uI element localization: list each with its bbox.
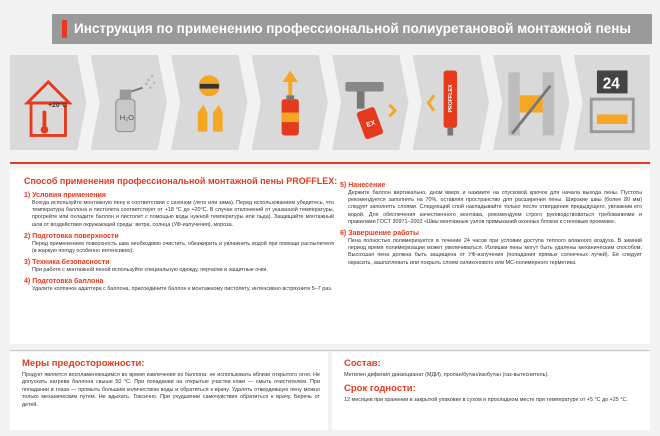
section-text: Пена полностью полимеризуется в течение 24 часов при условии доступа теплого влажного воздуха. В зимний период время полимеризации может увеличиваться. Излишки пены могут быть удалены механическим способом. Высохшая пена должна быть защищена от УФ-излучения (попадания прямых солнечных лучей). Её следует окрасить, зашпатлевать или покрыть слоем силиконового или МС-полимерного герметика.	[348, 238, 642, 266]
section-heading: 3) Техника безопасности	[24, 259, 110, 267]
attach-gun-icon	[332, 55, 409, 150]
shelf-life-text: 12 месяцев при хранении в закрытой упаковке в сухом и прохладном месте при температуре от +5 °С до +25 °С.	[344, 397, 628, 404]
brand-label: PROFFLEX	[447, 84, 454, 113]
section-heading: 5) Нанесение	[340, 182, 386, 189]
cure-time-icon	[574, 55, 651, 150]
section-heading: 4) Подготовка баллона	[24, 278, 104, 286]
section-text: Удалите колпачок адаптера с баллона, присоедините баллон к монтажному пистолету, интенсивно встряхните 5–7 раз.	[32, 286, 333, 293]
section-text: Всегда используйте монтажную пену в соответствии с сезоном (лето или зима). Перед использованием убедитесь, что температура баллона и пистолета соответствует от +18 °С до +20°С. В случае отклонений от указанной температуры, прогрейте или охладите баллон и пистолет с помощью воды нужной температуры или льда). Защищайте монтажный шов от воздействия окружающей среды: ветра, солнца (УФ-излучения), мороза.	[32, 200, 334, 228]
section-text: Держите баллон вертикально, дном вверх и нажмите на спусковой крючок для начала выхода пены. Пустоты рекомендуется заполнять на 70%, оставляя пространство для расширения пены. Широкие швы (более 80 мм) следует заполнять слоями. Следующий слой накладывайте только после отвердения предыдущего, увлажнив его водой. Для обеспечения качественного монтажа, рекомендуем строго руководствоваться требованиями и правилами ГОСТ 30971–2002 «Швы монтажные узлов примыканий оконных блоков к стеновым проемам».	[348, 190, 642, 225]
section-divider	[10, 162, 650, 164]
section-heading: 6) Завершение работы	[340, 230, 419, 238]
section-text: Перед применением поверхность шва необходимо очистить, обезжирить и увлажнить водой при помощи распылителя (в жаркую погоду особенно интенсивно).	[32, 240, 334, 255]
composition-title: Состав:	[344, 358, 381, 369]
protective-gear-icon	[171, 55, 248, 150]
section-heading: 2) Подготовка поверхности	[24, 232, 119, 240]
spray-water-icon	[91, 55, 168, 150]
section-heading: 1) Условия применения	[24, 192, 106, 199]
title-accent-bar	[62, 20, 67, 38]
page-title: Инструкция по применению профессиональной полиуретановой монтажной пены	[74, 21, 631, 36]
house-temperature-icon	[10, 55, 87, 150]
precautions-title: Меры предосторожности:	[22, 358, 145, 369]
temperature-label: +20°C	[48, 101, 68, 109]
fill-gap-icon	[493, 55, 570, 150]
water-label: H₂O	[119, 113, 134, 123]
instructions-right-column	[340, 178, 642, 267]
shake-can-icon	[252, 55, 329, 150]
composition-text: Метилен дифенил диизоцианат (МДИ), пропан/бутан/изобутан (газ-вытеснитель).	[344, 372, 549, 378]
composition-panel	[332, 352, 650, 430]
can-label: EX	[365, 119, 377, 130]
section-text: При работе с монтажной пеной используйте специальную одежду, перчатки и защитные очки.	[32, 267, 268, 274]
instructions-left-column	[24, 188, 334, 294]
precautions-text: Продукт является воспламеняющимся во время извлечения из баллона: не использовать вблизи открытого огня. Не допускать нагрева баллона свыше 50 °С. При попадании на открытые участки кожи — смыть очистителем. При попадании в глаза — промыть большим количеством воды и обратиться к врачу. Удалять отвердевшую пену можно только механическим путем. Не вдыхать. Токсично. При ухудшении самочувствия обратиться к врачу. Беречь от детей.	[22, 372, 320, 408]
precautions-panel	[10, 352, 328, 430]
shelf-life-title: Срок годности:	[344, 383, 416, 395]
bottom-divider	[10, 350, 650, 351]
instructions-title: Способ применения профессиональной монтажной пены PROFFLEX:	[24, 176, 338, 186]
main-instructions	[10, 168, 650, 344]
instruction-icon-strip	[10, 55, 650, 150]
apply-foam-icon	[413, 55, 490, 150]
hours-label: 24	[602, 75, 620, 93]
